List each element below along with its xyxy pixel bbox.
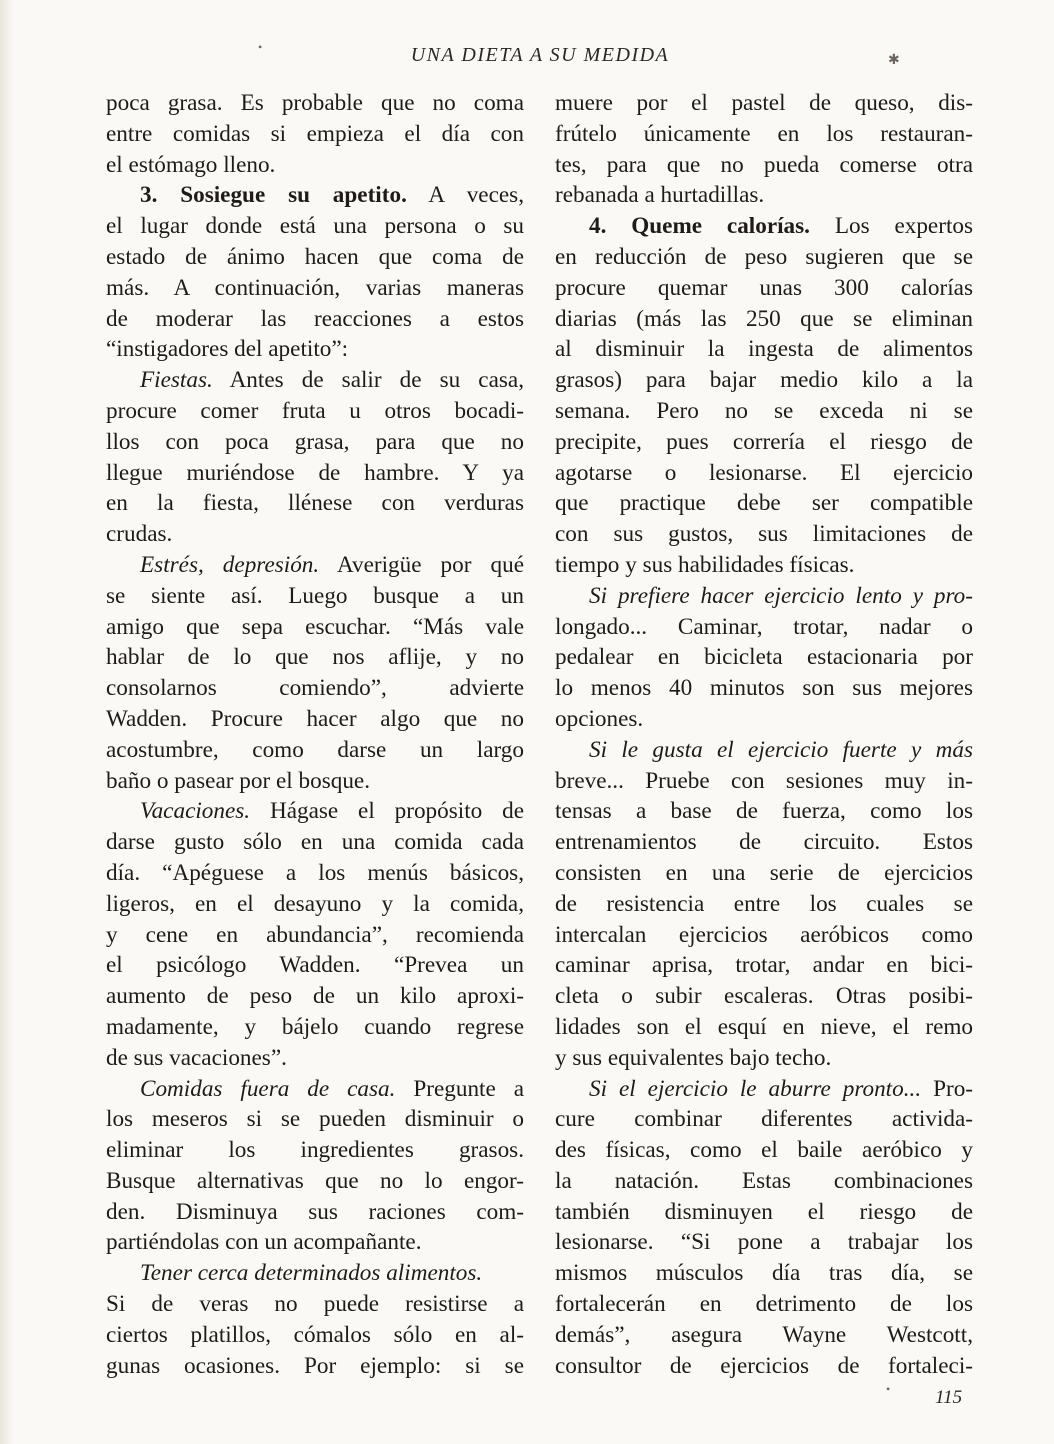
text-line: al disminuir la ingesta de alimentos [555,336,973,363]
text-line: amigo que sepa escuchar. “Más vale [106,613,524,640]
text-line: se siente así. Luego busque a un [106,582,524,609]
text-line: hablar de lo que nos aflije, y no [106,644,524,671]
text-line: ligeros, en el desayuno y la comida, [106,890,524,917]
print-speck: • [886,1382,891,1396]
text-line: tensas a base de fuerza, como los [555,798,973,825]
text-line: agotarse o lesionarse. El ejercicio [555,459,973,486]
text-line: entre comidas si empieza el día con [106,120,524,147]
text-line: gunas ocasiones. Por ejemplo: si se [106,1352,524,1379]
text-line: consisten en una serie de ejercicios [555,859,973,886]
text-line: consultor de ejercicios de fortaleci- [555,1352,973,1379]
text-line: aumento de peso de un kilo aproxi- [106,983,524,1010]
text-line: crudas. [106,521,173,548]
subheading-line: Estrés, depresión. Averigüe por qué [140,551,524,578]
text-line: y sus equivalentes bajo techo. [555,1044,832,1071]
text-line: baño o pasear por el bosque. [106,767,370,794]
text-line: con sus gustos, sus limitaciones de [555,521,973,548]
text-line: el estómago lleno. [106,151,276,178]
text-line: semana. Pero no se exceda ni se [555,397,973,424]
left-column [106,88,524,1381]
text-line: entrenamientos de circuito. Estos [555,829,973,856]
page-number: 115 [935,1387,963,1408]
text-line: demás”, asegura Wayne Westcott, [555,1321,973,1348]
text-line: grasos) para bajar medio kilo a la [555,367,973,394]
subheading-line: Si el ejercicio le aburre pronto... Pro- [589,1075,974,1102]
text-line: darse gusto sólo en una comida cada [106,829,524,856]
running-head: UNA DIETA A SU MEDIDA [410,44,670,66]
text-line: fortalecerán en detrimento de los [555,1291,973,1318]
text-line: ciertos platillos, cómalos sólo en al- [106,1321,524,1348]
section-heading-line: 4. Queme calorías. Los expertos [589,213,973,240]
subheading-line: Si le gusta el ejercicio fuerte y más [589,736,973,763]
text-line: y cene en abundancia”, recomienda [106,921,524,948]
text-line: breve... Pruebe con sesiones muy in- [555,767,973,794]
text-line: diarias (más las 250 que se eliminan [555,305,973,332]
text-line: los meseros si se pueden disminuir o [106,1106,524,1133]
text-line: longado... Caminar, trotar, nadar o [555,613,973,640]
text-line: rebanada a hurtadillas. [555,182,765,209]
text-line: también disminuyen el riesgo de [555,1198,973,1225]
subheading-line: Si prefiere hacer ejercicio lento y pro- [589,582,973,609]
text-line: cleta o subir escaleras. Otras posibi- [555,983,973,1010]
text-line: frútelo únicamente en los restauran- [555,120,973,147]
text-line: el lugar donde está una persona o su [106,213,524,240]
text-line: eliminar los ingredientes grasos. [106,1137,524,1164]
text-line: Wadden. Procure hacer algo que no [106,705,524,732]
text-line: Busque alternativas que no lo engor- [106,1167,524,1194]
text-line: la natación. Estas combinaciones [555,1167,973,1194]
text-line: lidades son el esquí en nieve, el remo [555,1013,973,1040]
subheading-line: Fiestas. Antes de salir de su casa, [140,367,524,394]
text-line: que practique debe ser compatible [555,490,973,517]
text-line: opciones. [555,705,644,732]
text-line: estado de ánimo hacen que coma de [106,243,524,270]
text-line: “instigadores del apetito”: [106,336,349,363]
text-line: lo menos 40 minutos son sus mejores [555,675,973,702]
text-line: precipite, pues correría el riesgo de [555,428,973,455]
text-line: más. A continuación, varias maneras [106,274,524,301]
text-line: día. “Apéguese a los menús básicos, [106,859,524,886]
section-heading-line: 3. Sosiegue su apetito. A veces, [140,182,524,209]
text-line: de sus vacaciones”. [106,1044,287,1071]
text-line: Si de veras no puede resistirse a [106,1291,524,1318]
text-line: partiéndolas con un acompañante. [106,1229,422,1256]
text-line: de moderar las reacciones a estos [106,305,524,332]
text-line: pedalear en bicicleta estacionaria por [555,644,973,671]
text-line: llegue muriéndose de hambre. Y ya [106,459,524,486]
text-line: caminar aprisa, trotar, andar en bici- [555,952,973,979]
text-line: den. Disminuya sus raciones com- [106,1198,524,1225]
subheading-line: Tener cerca determinados alimentos. [140,1260,483,1287]
text-line: poca grasa. Es probable que no coma [106,90,524,116]
right-column [555,88,973,1381]
text-line: lesionarse. “Si pone a trabajar los [555,1229,973,1256]
text-line: intercalan ejercicios aeróbicos como [555,921,973,948]
text-line: cure combinar diferentes activida- [555,1106,973,1133]
page-edge [0,0,14,1444]
text-line: procure comer fruta u otros bocadi- [106,397,524,424]
text-line: mismos músculos día tras día, se [555,1260,973,1287]
text-line: acostumbre, como darse un largo [106,736,524,763]
text-line: llos con poca grasa, para que no [106,428,524,455]
text-line: muere por el pastel de queso, dis- [555,90,973,116]
text-line: en la fiesta, llénese con verduras [106,490,524,517]
text-line: tiempo y sus habilidades físicas. [555,551,855,578]
text-line: de resistencia entre los cuales se [555,890,973,917]
text-line: consolarnos comiendo”, advierte [106,675,524,702]
print-speck: • [258,40,263,54]
text-line: des físicas, como el baile aeróbico y [555,1137,973,1164]
print-speck: ✱ [888,53,900,68]
text-line: en reducción de peso sugieren que se [555,243,973,270]
text-line: procure quemar unas 300 calorías [555,274,973,301]
text-line: madamente, y bájelo cuando regrese [106,1013,524,1040]
text-line: el psicólogo Wadden. “Prevea un [106,952,524,979]
text-line: tes, para que no pueda comerse otra [555,151,973,178]
subheading-line: Comidas fuera de casa. Pregunte a [140,1075,524,1102]
subheading-line: Vacaciones. Hágase el propósito de [140,798,524,825]
